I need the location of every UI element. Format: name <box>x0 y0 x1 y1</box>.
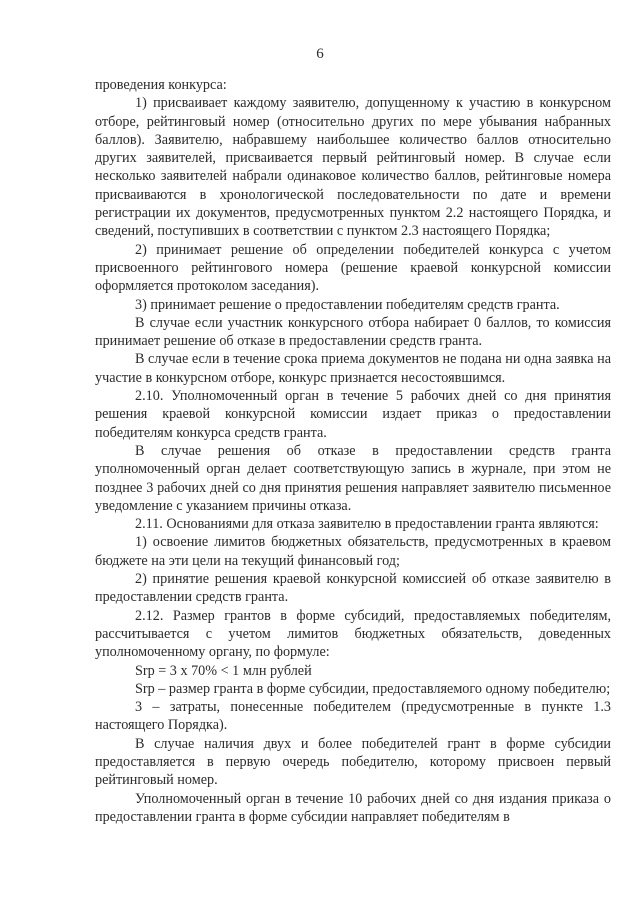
paragraph-ground-1: 1) освоение лимитов бюджетных обязательств, предусмотренных в краевом бюджете на эти цели на текущий финансовый год; <box>95 534 611 569</box>
paragraph-notification: Уполномоченный орган в течение 10 рабочих дней со дня издания приказа о предоставлении гранта в форме субсидии направляет победителям в <box>95 790 611 825</box>
paragraph-item-2-winners: 2) принимает решение об определении победителей конкурса с учетом присвоенного рейтингового номера (решение краевой конкурсной комиссии оформляется протоколом заседания). <box>95 241 611 295</box>
paragraph-item-3-grant: 3) принимает решение о предоставлении победителям средств гранта. <box>135 296 560 313</box>
page-number: 6 <box>316 46 324 62</box>
formula-definition-costs: 3 – затраты, понесенные победителем (предусмотренные в пункте 1.3 настоящего Порядка). <box>95 699 611 734</box>
document-body <box>95 76 611 826</box>
formula: Srp = 3 х 70% < 1 млн рублей <box>135 662 312 679</box>
paragraph-zero-points: В случае если участник конкурсного отбора набирает 0 баллов, то комиссия принимает решение об отказе в предоставлении средств гранта. <box>95 314 611 350</box>
formula-definition-srp: Srp – размер гранта в форме субсидии, предоставляемого одному победителю; <box>135 680 611 697</box>
paragraph-refusal-notice: В случае решения об отказе в предоставлении средств гранта уполномоченный орган делает соответствующую запись в журнале, при этом не позднее 3 рабочих дней со дня принятия решения направляет заявителю письменное уведомление с указанием причины отказа. <box>95 442 611 514</box>
paragraph-2-11: 2.11. Основаниями для отказа заявителю в предоставлении гранта являются: <box>135 516 599 533</box>
paragraph-continuation: проведения конкурса: <box>95 77 227 93</box>
paragraph-item-1-rating: 1) присваивает каждому заявителю, допущенному к участию в конкурсном отборе, рейтинговый номер (относительно других по мере убывания набранных баллов). Заявителю, набравшему наибольшее количество баллов относительно других заявителей, присваивается первый рейтинговый номер. В случае если несколько заявителей набрали одинаковое количество баллов, рейтинговые номера присваиваются в хронологической последовательности по дате и времени регистрации их документов, предусмотренных пунктом 2.2 настоящего Порядка, и сведений, поступивших в соответствии с пунктом 2.3 настоящего Порядка; <box>95 95 611 240</box>
paragraph-ground-2: 2) принятие решения краевой конкурсной комиссией об отказе заявителю в предоставлении средств гранта. <box>95 571 611 606</box>
paragraph-multiple-winners: В случае наличия двух и более победителей грант в форме субсидии предоставляется в первую очередь победителю, которому присвоен первый рейтинговый номер. <box>95 735 611 789</box>
paragraph-2-12: 2.12. Размер грантов в форме субсидий, предоставляемых победителям, рассчитывается с учетом лимитов бюджетных обязательств, доведенных уполномоченному органу, по формуле: <box>95 607 611 661</box>
paragraph-no-applications: В случае если в течение срока приема документов не подана ни одна заявка на участие в конкурсном отборе, конкурс признается несостоявшимся. <box>95 351 611 386</box>
paragraph-2-10: 2.10. Уполномоченный орган в течение 5 рабочих дней со дня принятия решения краевой конкурсной комиссии издает приказ о предоставлении победителям конкурса средств гранта. <box>95 388 611 441</box>
